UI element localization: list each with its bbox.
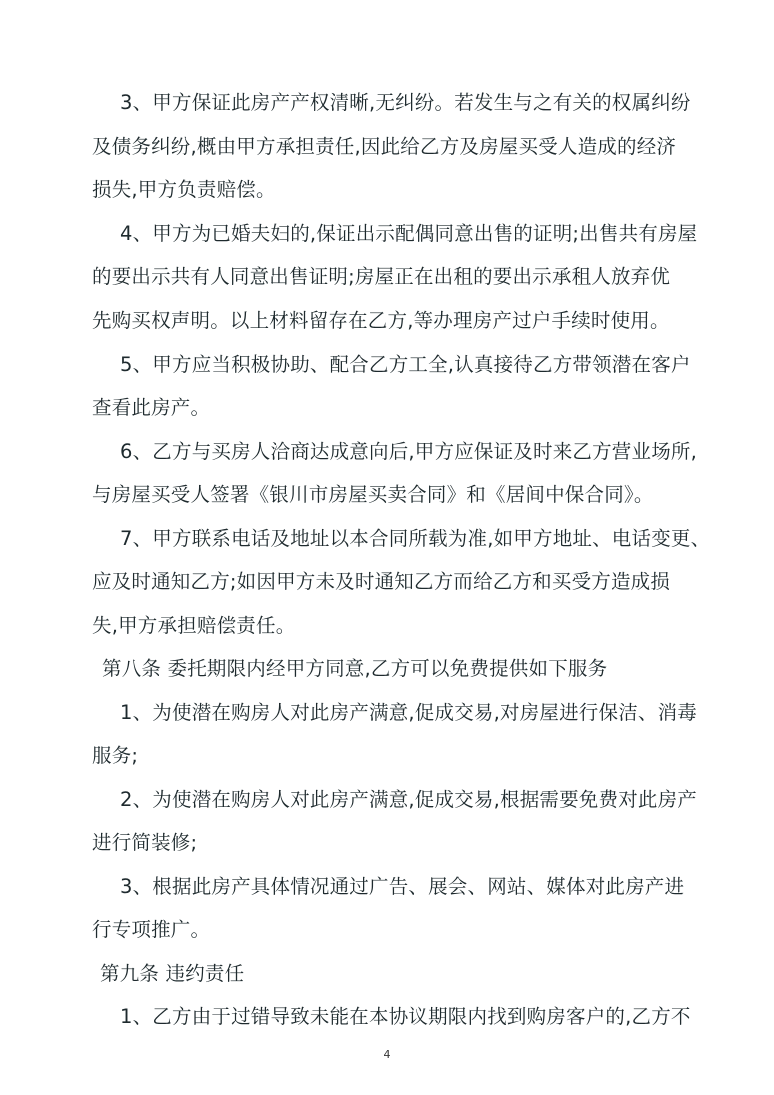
page-number: 4 bbox=[383, 1048, 391, 1061]
text-line: 与房屋买受人签署《银川市房屋买卖合同》和《居间中保合同》。 bbox=[92, 483, 654, 506]
section-heading-article-9: 第九条 违约责任 bbox=[100, 962, 245, 985]
text-line: 进行简装修; bbox=[92, 831, 198, 854]
text-line: 7、甲方联系电话及地址以本合同所载为准,如甲方地址、电话变更、 bbox=[120, 527, 711, 550]
text-line: 先购买权声明。以上材料留存在乙方,等办理房产过户手续时使用。 bbox=[92, 309, 670, 332]
text-line: 查看此房产。 bbox=[92, 396, 211, 419]
text-line: 3、根据此房产具体情况通过广告、展会、网站、媒体对此房产进 bbox=[120, 875, 685, 898]
text-line: 损失,甲方负责赔偿。 bbox=[92, 178, 276, 201]
text-line: 及债务纠纷,概由甲方承担责任,因此给乙方及房屋买受人造成的经济 bbox=[92, 135, 677, 158]
text-line: 行专项推广。 bbox=[92, 918, 211, 941]
text-line: 1、为使潜在购房人对此房产满意,促成交易,对房屋进行保洁、消毒 bbox=[120, 701, 698, 724]
text-line: 失,甲方承担赔偿责任。 bbox=[92, 614, 296, 637]
text-line: 4、甲方为已婚夫妇的,保证出示配偶同意出售的证明;出售共有房屋 bbox=[120, 222, 698, 245]
text-line: 3、甲方保证此房产产权清晰,无纠纷。若发生与之有关的权属纠纷 bbox=[120, 91, 691, 114]
text-line: 服务; bbox=[92, 744, 139, 767]
text-line: 1、乙方由于过错导致未能在本协议期限内找到购房客户的,乙方不 bbox=[120, 1005, 691, 1028]
section-heading-article-8: 第八条 委托期限内经甲方同意,乙方可以免费提供如下服务 bbox=[102, 657, 608, 680]
text-line: 5、甲方应当积极协助、配合乙方工全,认真接待乙方带领潜在客户 bbox=[120, 353, 691, 376]
text-line: 的要出示共有人同意出售证明;房屋正在出租的要出示承租人放弃优 bbox=[92, 265, 671, 288]
text-line: 6、乙方与买房人洽商达成意向后,甲方应保证及时来乙方营业场所, bbox=[120, 440, 698, 463]
text-line: 2、为使潜在购房人对此房产满意,促成交易,根据需要免费对此房产 bbox=[120, 788, 698, 811]
text-line: 应及时通知乙方;如因甲方未及时通知乙方而给乙方和买受方造成损 bbox=[92, 570, 671, 593]
